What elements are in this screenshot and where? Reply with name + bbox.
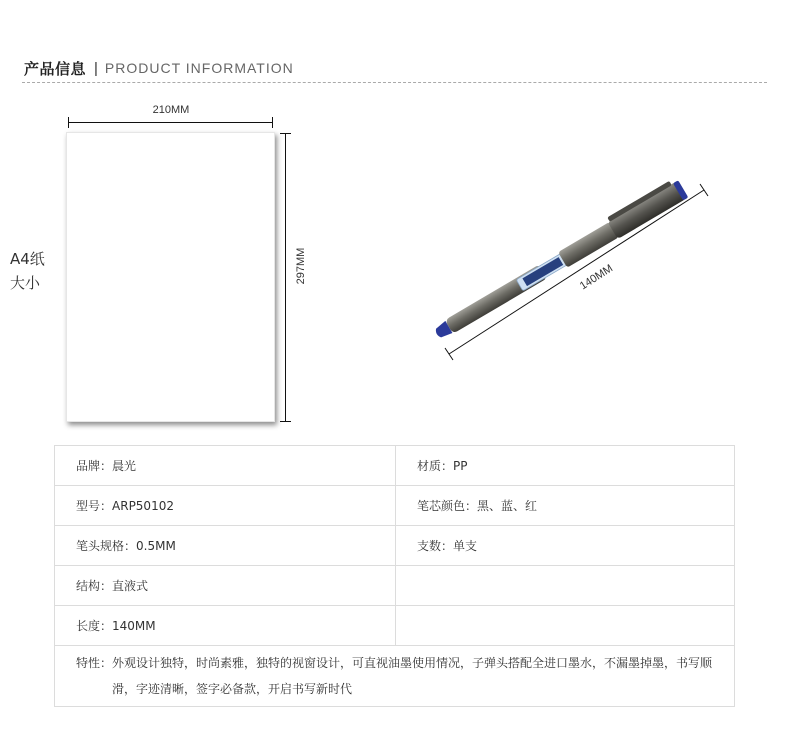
- table-row: [55, 606, 735, 646]
- table-row: [55, 486, 735, 526]
- spec-cell-empty: [396, 606, 735, 646]
- header-divider: [22, 82, 767, 83]
- section-title-en: PRODUCT INFORMATION: [104, 60, 294, 76]
- feature-key: 特性：: [76, 656, 113, 670]
- table-row: [55, 566, 735, 606]
- feature-cell: [55, 646, 735, 707]
- spec-cell: 长度：140MM: [55, 606, 396, 646]
- paper-width-dimension-line: [69, 122, 273, 123]
- table-row-feature: [55, 646, 735, 707]
- pen-cap: [608, 181, 687, 239]
- spec-cell: 结构：直液式: [55, 566, 396, 606]
- spec-table: [54, 445, 735, 707]
- section-header: [24, 56, 294, 80]
- paper-size-label: [10, 247, 45, 295]
- a4-paper: [66, 132, 275, 422]
- pen-length-label: 140MM: [577, 262, 616, 293]
- paper-height-label: 297MM: [295, 247, 307, 285]
- paper-size-label-line1: A4纸: [10, 250, 45, 268]
- dimension-tick: [68, 117, 69, 128]
- spec-cell: 笔头规格：0.5MM: [55, 526, 396, 566]
- feature-text: 外观设计独特，时尚素雅，独特的视窗设计，可直视油墨使用情况，子弹头搭配全进口墨水，不漏墨掉墨，书写顺滑，字迹清晰，签字必备款，开启书写新时代: [112, 656, 713, 696]
- table-row: [55, 446, 735, 486]
- pen-barrel-middle: [558, 222, 619, 268]
- spec-cell-empty: [396, 566, 735, 606]
- spec-cell: 支数：单支: [396, 526, 735, 566]
- paper-width-label: 210MM: [152, 104, 190, 116]
- section-title-cn: 产品信息: [24, 59, 87, 78]
- table-row: [55, 526, 735, 566]
- spec-cell: 笔芯颜色：黑、蓝、红: [396, 486, 735, 526]
- dimension-tick: [280, 421, 291, 422]
- spec-cell: 品牌：晨光: [55, 446, 396, 486]
- dimension-tick: [280, 133, 291, 134]
- paper-size-label-line2: 大小: [10, 274, 41, 292]
- dimension-tick: [272, 117, 273, 128]
- title-separator: |: [94, 59, 98, 77]
- paper-height-dimension-line: [285, 133, 286, 422]
- pen-length-dimension: [445, 184, 708, 360]
- pen-illustration: [420, 150, 720, 370]
- spec-cell: 型号：ARP50102: [55, 486, 396, 526]
- spec-cell: 材质：PP: [396, 446, 735, 486]
